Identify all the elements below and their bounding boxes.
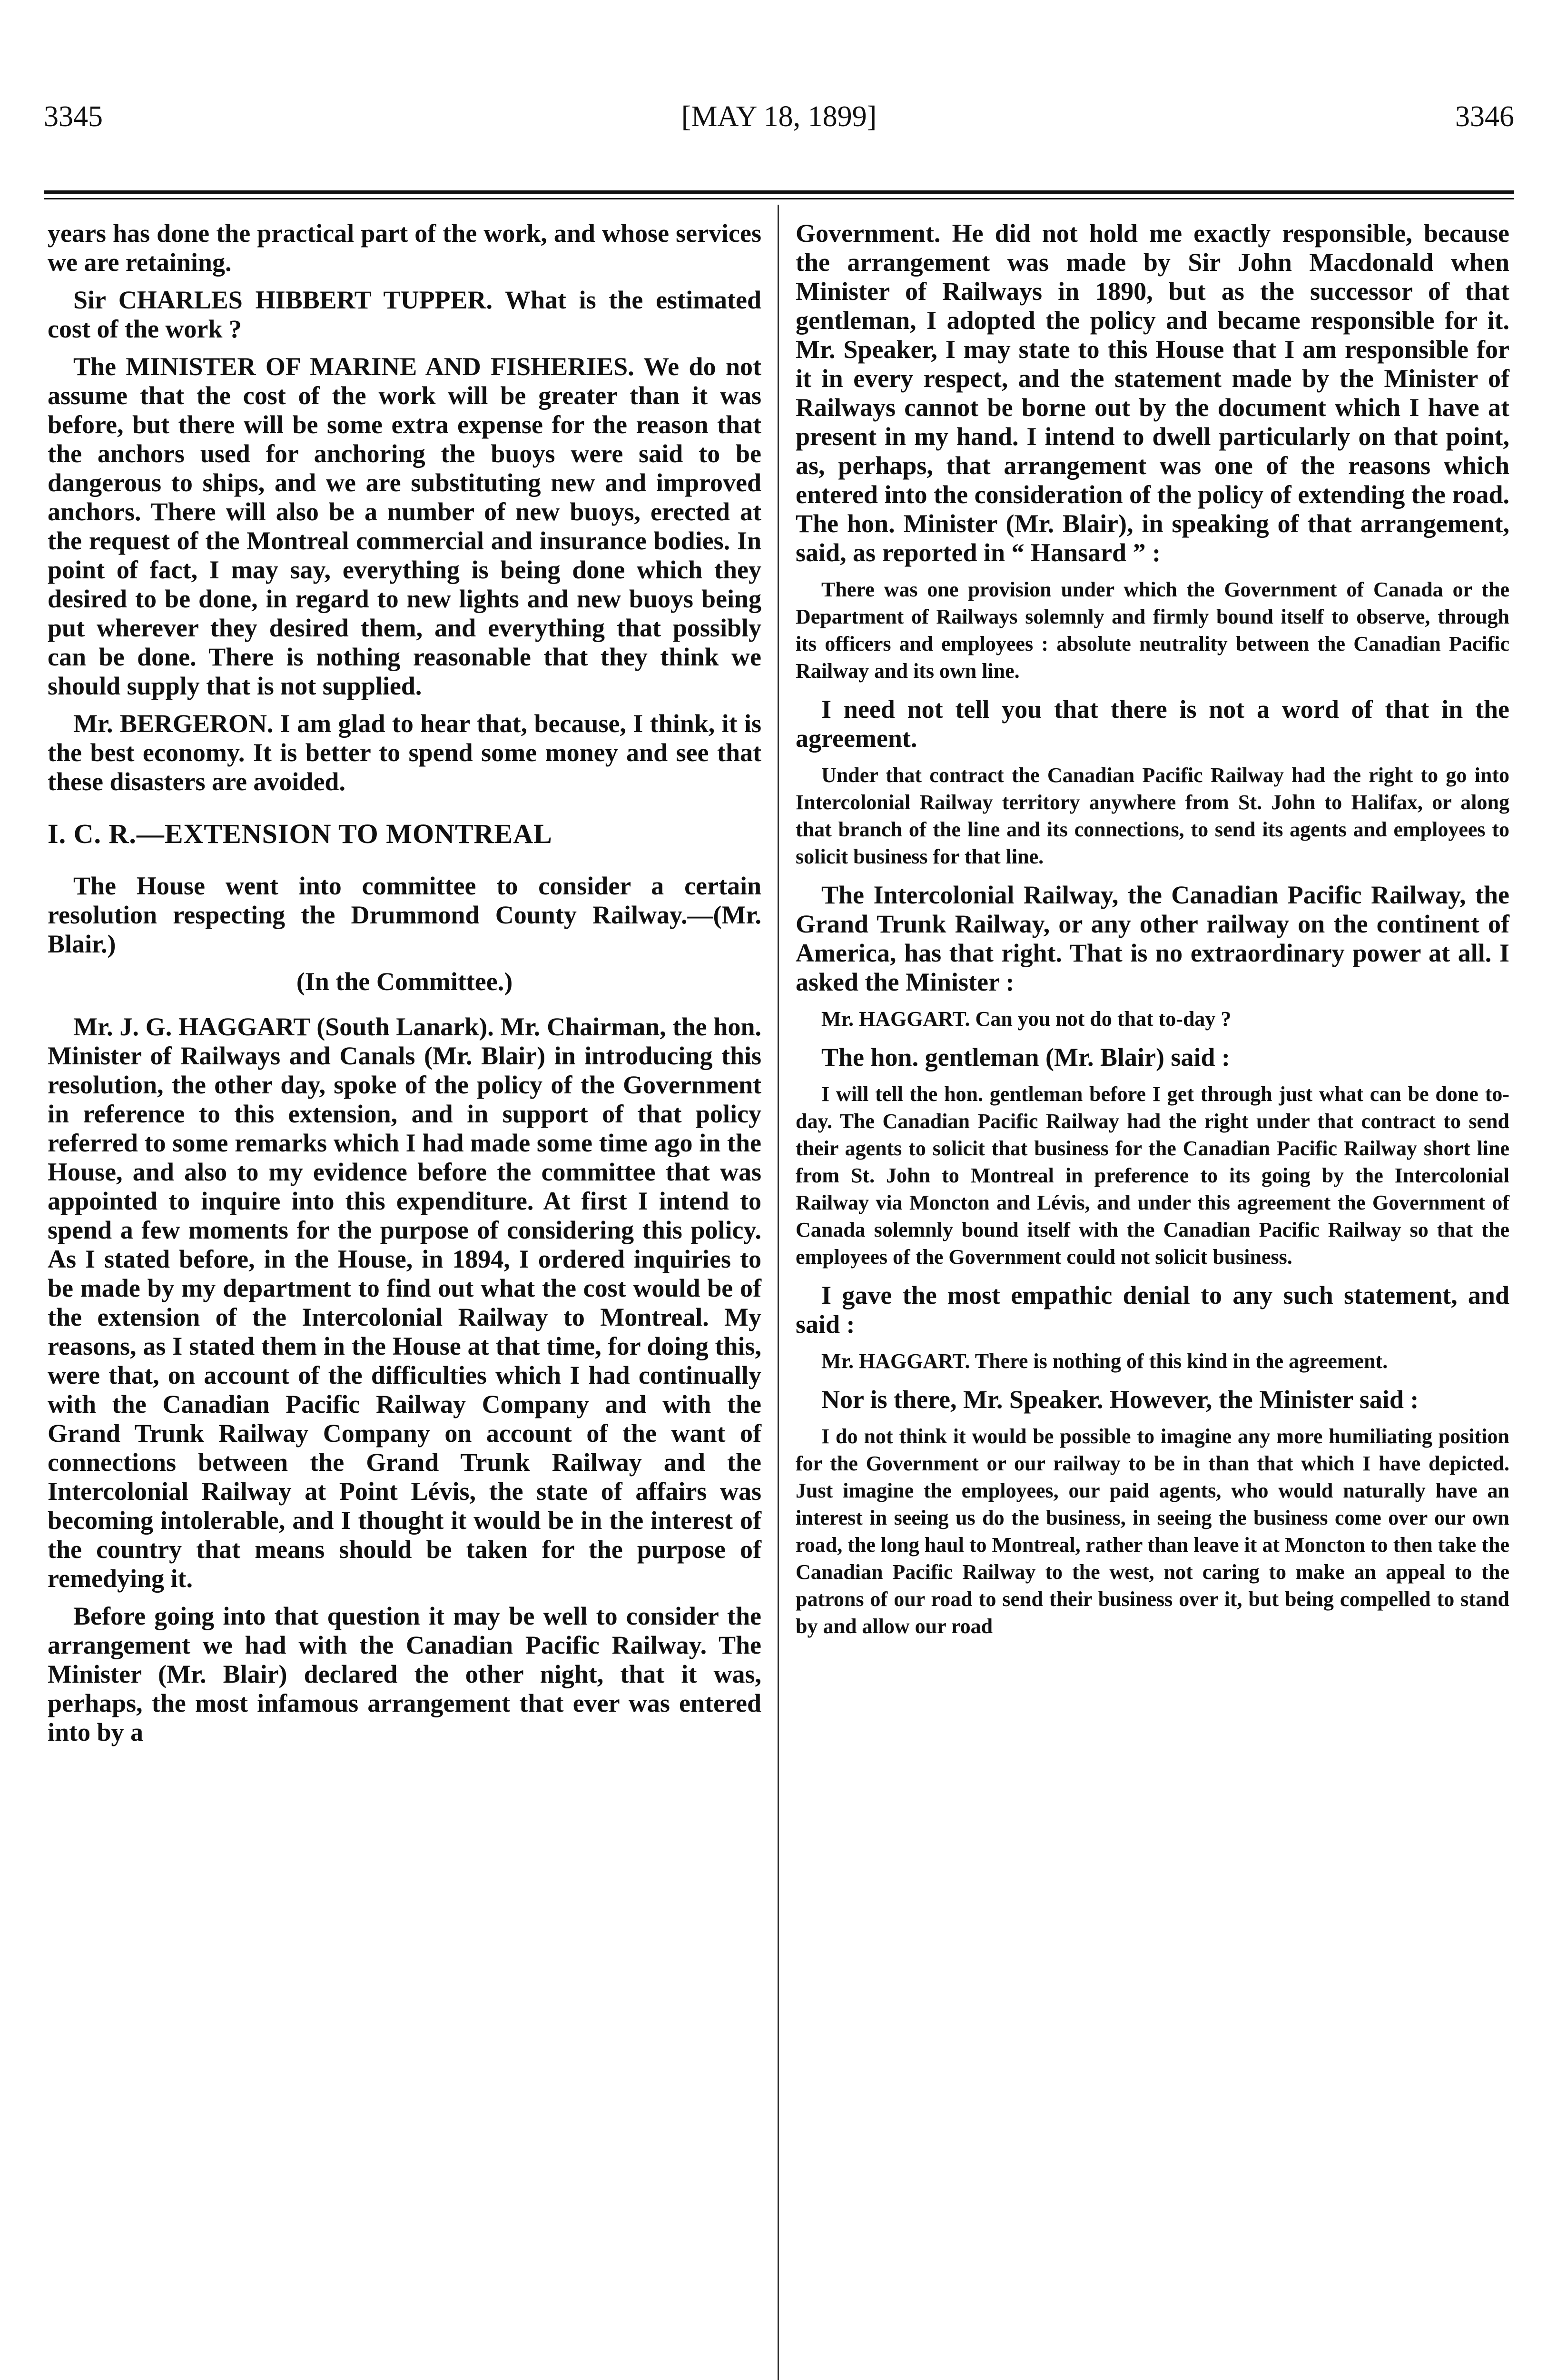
quotation: Mr. HAGGART. Can you not do that to-day ? (821, 1007, 1232, 1031)
paragraph: The Intercolonial Railway, the Canadian Pacific Railway, the Grand Trunk Railway, or any other railway on the continent of America, has that right. That is no extraordinary power at all. I asked the Minister : (796, 881, 1509, 996)
paragraph: Nor is there, Mr. Speaker. However, the Minister said : (821, 1385, 1419, 1414)
committee-note: (In the Committee.) (296, 967, 513, 996)
quotation: I do not think it would be possible to imagine any more humiliating position for the Government or our railway to be in than that which I have depicted. Just imagine the employees, our paid agents, who would naturally have an interest in seeing us do the business, in seeing the business come over our own road, the long haul to Montreal, rather than leave it at Moncton to then take the Canadian Pacific Railway to the west, not caring to make an appeal to the patrons of our road to send their business over it, but being compelled to stand by and allow our road (796, 1425, 1509, 1638)
header-date: [MAY 18, 1899] (681, 100, 877, 133)
paragraph: The hon. gentleman (Mr. Blair) said : (821, 1043, 1231, 1071)
paragraph: The MINISTER OF MARINE AND FISHERIES. We do not assume that the cost of the work will be greater than it was before, but there will be some extra expense for the reason that the anchors used for anchoring the buoys were said to be dangerous to ships, and we are substituting new and improved anchors. There will also be a number of new buoys, erected at the request of the Montreal commercial and insurance bodies. In point of fact, I may say, everything is being done which they desired to be done, in regard to new lights and new buoys being put wherever they desired them, and everything that possibly can be done. There is nothing reasonable that they think we should supply that is not supplied. (48, 352, 761, 700)
section-heading: I. C. R.—EXTENSION TO MONTREAL (48, 818, 552, 849)
page-header (44, 100, 1514, 152)
right-column (796, 219, 1509, 1650)
paragraph: years has done the practical part of the work, and whose services we are retaining. (48, 219, 761, 277)
quotation: I will tell the hon. gentleman before I get through just what can be done to-day. The Canadian Pacific Railway had the right under that contract to send their agents to solicit that business for the Canadian Pacific Railway short line from St. John to Montreal in preference to its going by the Intercolonial Railway via Moncton and Lévis, and under this agreement the Government of Canada solemnly bound itself with the Canadian Pacific Railway so that the employees of the Government could not solicit business. (796, 1082, 1509, 1269)
quotation: There was one provision under which the Government of Canada or the Department of Railways solemnly and firmly bound itself to observe, through its officers and employees : absolute neutrality between the Canadian Pacific Railway and its own line. (796, 578, 1509, 683)
header-rule-thin (44, 198, 1514, 199)
header-rule-thick (44, 190, 1514, 194)
paragraph: Mr. BERGERON. I am glad to hear that, because, I think, it is the best economy. It is better to spend some money and see that these disasters are avoided. (48, 709, 761, 796)
paragraph: The House went into committee to consider a certain resolution respecting the Drummond County Railway.—(Mr. Blair.) (48, 872, 761, 958)
right-page-number: 3346 (1455, 100, 1514, 133)
paragraph: Mr. J. G. HAGGART (South Lanark). Mr. Chairman, the hon. Minister of Railways and Canals (Mr. Blair) in introducing this resolution, the other day, spoke of the policy of the Government in reference to this extension, and in support of that policy referred to some remarks which I had made some time ago in the House, and also to my evidence before the committee that was appointed to inquire into this expenditure. At first I intend to spend a few moments for the purpose of considering this policy. As I stated before, in the House, in 1894, I ordered inquiries to be made by my department to find out what the cost would be of the extension of the Intercolonial Railway to Montreal. My reasons, as I stated them in the House at that time, for doing this, were that, on account of the difficulties which I had continually with the Canadian Pacific Railway Company and with the Grand Trunk Railway Company on account of the want of connections between the Grand Trunk Railway and the Intercolonial Railway at Point Lévis, the state of affairs was becoming intolerable, and I thought it would be in the interest of the country that means should be taken for the purpose of remedying it. (48, 1012, 761, 1593)
paragraph: Sir CHARLES HIBBERT TUPPER. What is the estimated cost of the work ? (48, 286, 761, 343)
paragraph: Before going into that question it may be well to consider the arrangement we had with the Canadian Pacific Railway. The Minister (Mr. Blair) declared the other night, that it was, perhaps, the most infamous arrangement that ever was entered into by a (48, 1602, 761, 1746)
paragraph: I need not tell you that there is not a word of that in the agreement. (796, 695, 1509, 753)
column-divider (778, 205, 779, 2380)
paragraph: I gave the most empathic denial to any such statement, and said : (796, 1281, 1509, 1339)
left-column (48, 219, 761, 1755)
quotation: Mr. HAGGART. There is nothing of this kind in the agreement. (821, 1349, 1388, 1373)
left-page-number: 3345 (44, 100, 103, 133)
quotation: Under that contract the Canadian Pacific Railway had the right to go into Intercolonial Railway territory anywhere from St. John to Halifax, or along that branch of the line and its connections, to send its agents and employees to solicit business for that line. (796, 764, 1509, 868)
paragraph: Government. He did not hold me exactly responsible, because the arrangement was made by Sir John Macdonald when Minister of Railways in 1890, but as the successor of that gentleman, I adopted the policy and became responsible for it. Mr. Speaker, I may state to this House that I am responsible for it in every respect, and the statement made by the Minister of Railways cannot be borne out by the document which I have at present in my hand. I intend to dwell particularly on that point, as, perhaps, that arrangement was one of the reasons which entered into the consideration of the policy of extending the road. The hon. Minister (Mr. Blair), in speaking of that arrangement, said, as reported in “ Hansard ” : (796, 219, 1509, 567)
